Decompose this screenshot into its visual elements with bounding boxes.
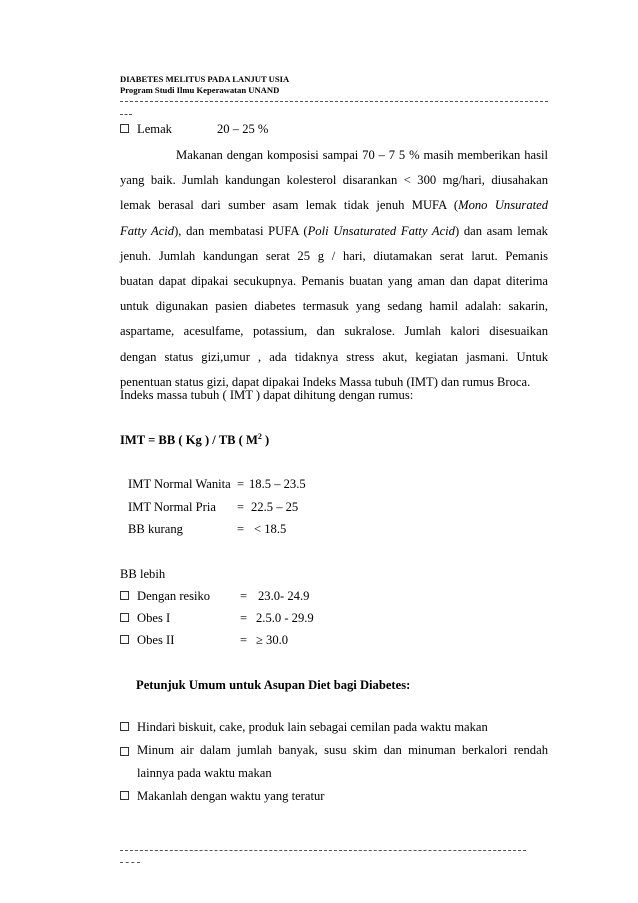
petunjuk-item-text: Hindari biskuit, cake, produk lain sebagai cemilan pada waktu makan <box>137 720 488 734</box>
lemak-row <box>120 122 172 137</box>
paragraph-line: buatan dapat dipakai secukupnya. Pemanis buatan yang aman dan dapat diterima <box>120 273 548 288</box>
bb-lebih-value: ≥ 30.0 <box>256 633 289 647</box>
petunjuk-item <box>120 743 548 758</box>
imt-normal-eq: = <box>237 500 245 514</box>
paragraph-line: untuk digunakan pasien diabetes termasuk yang sedang hamil adalah: sakarin, <box>120 299 548 314</box>
bb-lebih-value: 23.0- 24.9 <box>258 589 310 603</box>
imt-formula <box>120 432 269 448</box>
paragraph-line: yang baik. Jumlah kandungan kolesterol disarankan < 300 mg/hari, diusahakan <box>120 173 548 188</box>
bb-lebih-eq: = <box>240 589 248 603</box>
petunjuk-item-text: Minum air dalam jumlah banyak, susu skim dan minuman berkalori rendah <box>137 743 548 757</box>
paragraph-line: jenuh. Jumlah kandungan serat 25 g / hari, diutamakan serat larut. Pemanis <box>120 248 548 263</box>
imt-normal-label: IMT Normal Pria <box>128 500 216 514</box>
header-rule <box>120 101 548 102</box>
header-title: DIABETES MELITUS PADA LANJUT USIA <box>120 74 290 84</box>
imt-intro: Indeks massa tubuh ( IMT ) dapat dihitung dengan rumus: <box>120 388 414 402</box>
imt-normal-value: 18.5 – 23.5 <box>249 477 306 491</box>
header-subtitle: Program Studi Ilmu Keperawatan UNAND <box>120 85 280 95</box>
paragraph-line: Makanan dengan komposisi sampai 70 – 7 5 % masih memberikan hasil <box>176 148 548 162</box>
bb-lebih-eq: = <box>240 633 248 647</box>
petunjuk-item <box>120 720 488 735</box>
body-paragraph <box>120 143 548 395</box>
bb-lebih-item <box>120 589 210 604</box>
bb-lebih-item <box>120 633 174 648</box>
bb-lebih-value: 2.5.0 - 29.9 <box>256 611 314 625</box>
imt-formula-text: IMT = BB ( Kg ) / TB ( M <box>120 433 258 448</box>
footer-rule-tail <box>120 862 140 863</box>
paragraph-line: dengan status gizi,umur , ada tidaknya stress akut, kegiatan jasmani. Untuk <box>120 349 548 364</box>
imt-normal-label: IMT Normal Wanita <box>128 477 231 491</box>
square-bullet-icon <box>120 635 129 644</box>
imt-normal-eq: = <box>237 477 245 491</box>
petunjuk-item-text: Makanlah dengan waktu yang teratur <box>137 789 325 803</box>
bb-lebih-item <box>120 611 170 626</box>
header-rule-tail <box>120 114 132 115</box>
paragraph-line: lemak berasal dari sumber asam lemak tidak jenuh MUFA (Mono Unsurated <box>120 198 549 213</box>
imt-normal-label: BB kurang <box>128 522 183 536</box>
paragraph-line: aspartame, acesulfame, potassium, dan sukralose. Jumlah kalori disesuaikan <box>120 324 548 339</box>
square-bullet-icon <box>120 124 129 133</box>
petunjuk-item-continuation: lainnya pada waktu makan <box>137 766 272 780</box>
paragraph-line: Fatty Acid), dan membatasi PUFA (Poli Unsaturated Fatty Acid) dan asam lemak <box>120 223 548 238</box>
imt-normal-value: < 18.5 <box>254 522 287 536</box>
square-bullet-icon <box>120 722 129 731</box>
paragraph-line: penentuan status gizi, dapat dipakai Indeks Massa tubuh (IMT) dan rumus Broca. <box>120 374 531 389</box>
square-bullet-icon <box>120 591 129 600</box>
square-bullet-icon <box>120 791 129 800</box>
lemak-label: Lemak <box>137 122 172 136</box>
bb-lebih-title: BB lebih <box>120 567 166 581</box>
footer-rule <box>120 850 526 851</box>
petunjuk-heading: Petunjuk Umum untuk Asupan Diet bagi Diabetes: <box>136 678 411 692</box>
petunjuk-item <box>120 789 324 804</box>
bb-lebih-label: Obes II <box>137 633 175 647</box>
imt-formula-sup: 2 <box>257 432 262 441</box>
square-bullet-icon <box>120 747 129 756</box>
bb-lebih-eq: = <box>240 611 248 625</box>
bb-lebih-label: Dengan resiko <box>137 589 211 603</box>
square-bullet-icon <box>120 613 129 622</box>
imt-normal-value: 22.5 – 25 <box>251 500 299 514</box>
bb-lebih-label: Obes I <box>137 611 171 625</box>
imt-formula-close: ) <box>261 433 270 448</box>
imt-normal-eq: = <box>237 522 245 536</box>
lemak-value: 20 – 25 % <box>217 122 269 136</box>
